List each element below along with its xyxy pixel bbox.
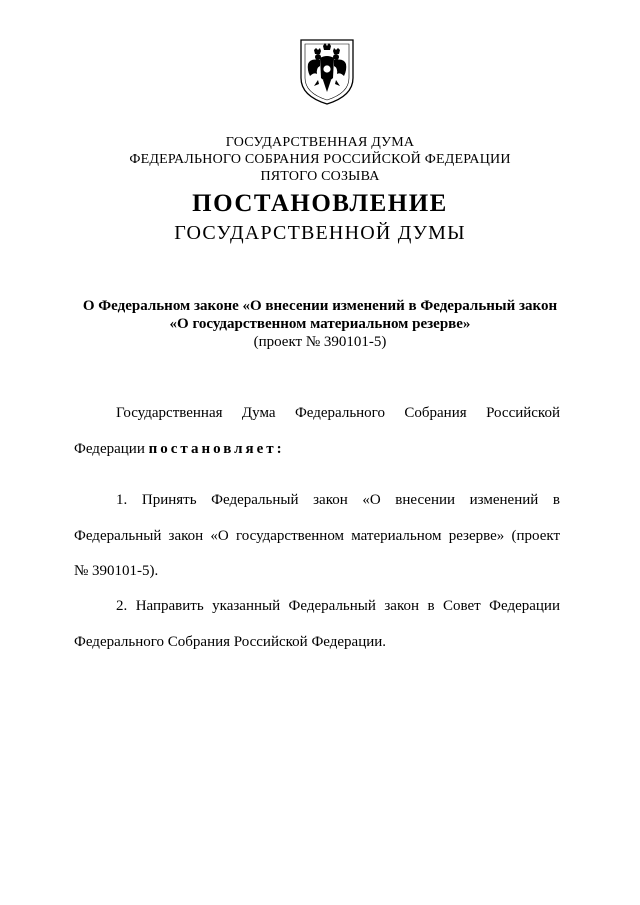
item2-line1: 2. Направить указанный Федеральный закон в Совет Федерации (116, 598, 560, 614)
document-subtitle: ГОСУДАРСТВЕННОЙ ДУМЫ (174, 222, 466, 244)
document-title: ПОСТАНОВЛЕНИЕ (192, 190, 448, 217)
subject-line2: «О государственном материальном резерве» (169, 316, 471, 332)
resolve-keyword: постановляет: (148, 441, 285, 457)
convocation-label: ПЯТОГО СОЗЫВА (260, 169, 380, 184)
preamble-line2 (74, 440, 285, 458)
item2-line2: Федерального Собрания Российской Федерации. (74, 634, 387, 650)
preamble-line2-start: Федерации (74, 441, 145, 457)
coat-of-arms-icon (296, 36, 358, 106)
subject-line1: О Федеральном законе «О внесении изменений в Федеральный закон (82, 298, 558, 314)
item1-line1: 1. Принять Федеральный закон «О внесении изменений в (116, 492, 560, 508)
draft-number: (проект № 390101-5) (253, 334, 387, 350)
preamble-line1: Государственная Дума Федерального Собрания Российской (116, 405, 560, 421)
item1-line2: Федеральный закон «О государственном материальном резерве» (проект (74, 528, 560, 544)
org-name-line1: ГОСУДАРСТВЕННАЯ ДУМА (225, 135, 415, 150)
org-name-line2: ФЕДЕРАЛЬНОГО СОБРАНИЯ РОССИЙСКОЙ ФЕДЕРАЦИИ (129, 152, 511, 167)
item1-line3: № 390101-5). (74, 563, 159, 579)
